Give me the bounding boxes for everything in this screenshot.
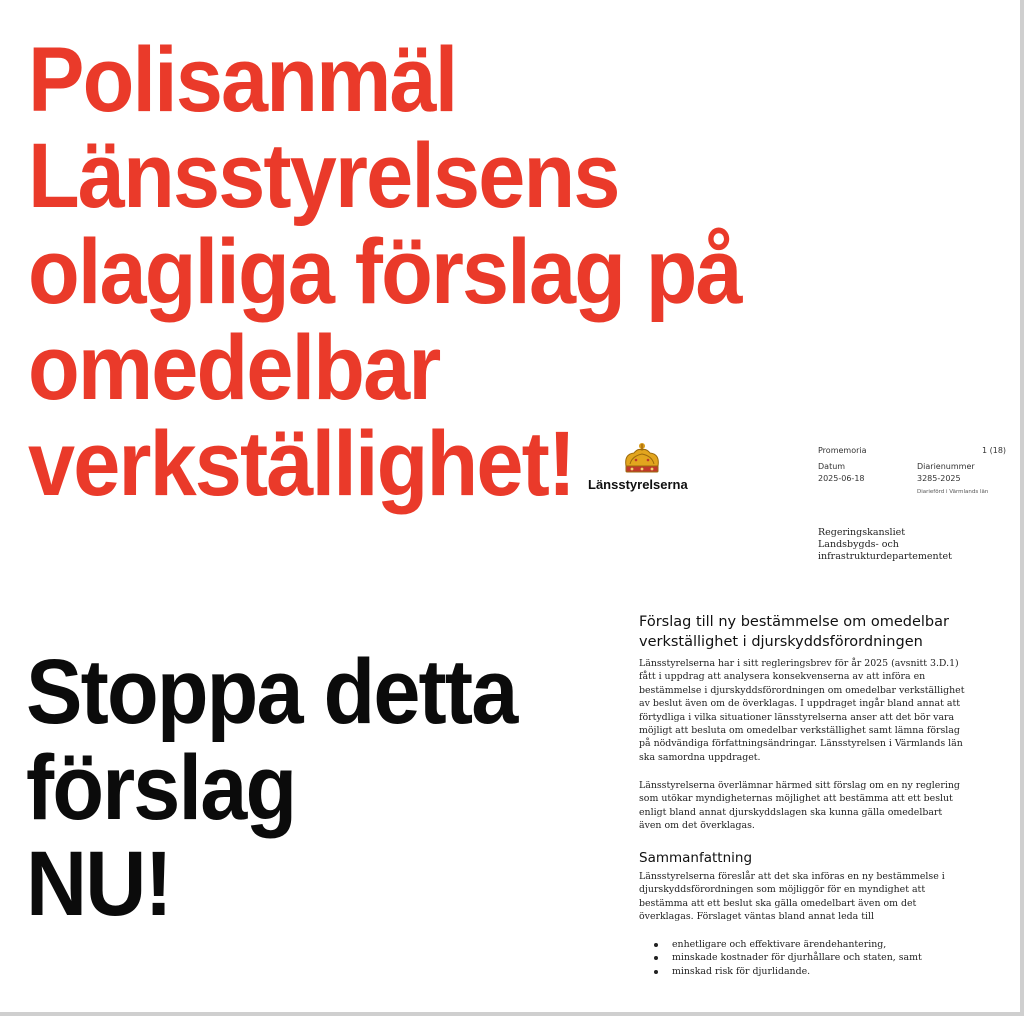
headline-line: Polisanmäl [28, 29, 457, 131]
recipient-line: infrastrukturdepartementet [818, 551, 952, 562]
bullet-item: enhetligare och effektivare ärendehantering, [652, 938, 922, 951]
page-number: 1 (18) [982, 446, 1007, 455]
summary-heading: Sammanfattning [639, 850, 753, 866]
recipient-line: Landsbygds- och [818, 539, 899, 550]
headline-line: Länsstyrelsens [28, 125, 619, 227]
headline-line: olagliga förslag på [28, 221, 741, 323]
paragraph-2: Länsstyrelserna överlämnar härmed sitt förslag om en ny reglering som utökar myndigheternas möjlighet att bestämma att ett beslut enligt bland annat djurskyddslagen ska kunna gälla omedelbart även om det överklagas. [639, 780, 960, 832]
bullet-item: minskade kostnader för djurhållare och staten, samt [652, 951, 922, 964]
headline [28, 29, 939, 515]
subhead-line: Stoppa detta [26, 641, 517, 743]
subhead-line: förslag [26, 737, 296, 839]
recipient-address [818, 527, 1008, 563]
diary-number: 3285-2025 [917, 474, 961, 483]
document-title: Förslag till ny bestämmelse om omedelbar verkställighet i djurskyddsförordningen [639, 614, 949, 650]
logo-text: Länsstyrelserna [588, 477, 688, 492]
diary-note: Diarieförd i Värmlands län [917, 489, 989, 495]
summary-bullets [652, 938, 922, 978]
doc-type: Promemoria [818, 446, 867, 455]
recipient-line: Regeringskansliet [818, 527, 906, 538]
headline-line: verkställighet! [28, 413, 575, 515]
date-value: 2025-06-18 [818, 474, 865, 483]
summary-text: Länsstyrelserna föreslår att det ska införas en ny bestämmelse i djurskyddsförordningen som möjliggör för en myndighet att bestämma att ett beslut ska gälla omedelbart även om det överklagas. Förslaget väntas bland annat leda till [639, 871, 945, 923]
diary-label: Diarienummer [917, 462, 975, 471]
crown-icon [620, 442, 664, 476]
date-label: Datum [818, 462, 846, 471]
headline-line: omedelbar [28, 317, 440, 419]
subhead [26, 641, 578, 935]
subhead-line: NU! [26, 833, 171, 935]
bullet-item: minskad risk för djurlidande. [652, 965, 922, 978]
paragraph-1: Länsstyrelserna har i sitt regleringsbrev för år 2025 (avsnitt 3.D.1) fått i uppdrag att analysera konsekvenserna av att införa en bestämmelse i djurskyddsförordningen om omedelbar verkställighet av beslut även om de överklagas. I uppdraget ingår bland annat att förtydliga i vilka situationer länsstyrelserna anser att det bör vara möjligt att besluta om omedelbar verkställighet samt lämna förslag på nödvändiga författningsändringar. Länsstyrelsen i Värmlands län ska samordna uppdraget. [639, 658, 965, 763]
